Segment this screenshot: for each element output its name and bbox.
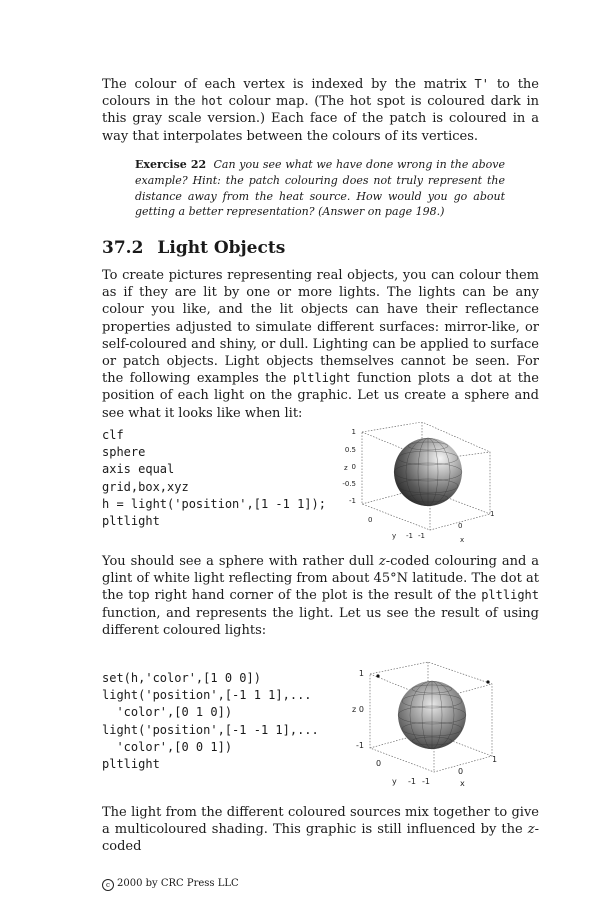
z-tick: 0	[358, 705, 364, 714]
z-tick: -1	[349, 497, 356, 505]
para3-text-b: -coded colouring and a glint of white light reflecting from about 45°N latitude. The dot at the top right hand corner of the plot is the result of the	[102, 554, 539, 604]
code-line: sphere	[102, 445, 146, 460]
para2-text-b: function plots a dot at the position of each light on the graphic. Let us create a sphere and see what it looks like when lit:	[102, 371, 539, 421]
code-line: set(h,'color',[1 0 0])	[102, 671, 261, 685]
intro-paragraph	[102, 76, 539, 145]
exercise-text: Can you see what we have done wrong in the above example? Hint: the patch colouring does not truly represent the distance away from the heat source. How would you go about getting a better representation? (Answer on page 198.)	[135, 158, 505, 219]
z-axis-label: z	[344, 464, 348, 472]
copyright-icon: c	[102, 879, 114, 891]
copyright-footer	[102, 878, 239, 891]
section-heading	[102, 238, 285, 258]
para4-text-b: -coded	[102, 822, 539, 855]
code-line: axis equal	[102, 462, 175, 477]
para4-italic-z: z	[527, 822, 535, 838]
para3-code-pltlight: pltlight	[481, 588, 539, 603]
para1-text-c: colour map. (The hot spot is coloured dark in this gray scale version.) Each face of the patch is coloured in a way that interpolates between the colours of its vertices.	[102, 94, 539, 144]
para1-code-hot: hot	[201, 94, 223, 109]
z-tick: 0	[351, 463, 356, 471]
exercise-box	[135, 157, 505, 220]
para3-italic-z: z	[378, 554, 386, 569]
y-tick: -1	[406, 532, 413, 540]
z-tick: -1	[356, 741, 364, 750]
z-tick: 1	[351, 428, 356, 436]
para2-text-a: To create pictures representing real objects, you can colour them as if they are lit by one or more lights. The lights can be any colour you like, and the lit objects can have their reflectance properties adjusted to simulate different surfaces: mirror-like, or self-coloured and shiny, or dull. Lighting can be applied to surface or patch objects. Light objects themselves cannot be seen. For the following examples the	[102, 268, 539, 387]
section-title: Light Objects	[157, 238, 286, 258]
x-tick: -1	[418, 532, 425, 540]
para2-code-pltlight: pltlight	[292, 371, 351, 386]
sphere-figure-1	[340, 422, 500, 544]
z-tick: 0.5	[344, 446, 356, 454]
sphere-figure-2	[348, 660, 503, 790]
y-axis-label: y	[392, 532, 397, 540]
y-tick: -1	[408, 777, 416, 786]
para4-text-a: The light from the different coloured sources mix together to give a multicoloured shading. This graphic is still influenced by the	[102, 805, 539, 838]
code-line: h = light('position',[1 -1 1]);	[102, 496, 326, 511]
para3-text-c: function, and represents the light. Let us see the result of using different coloured lights:	[102, 605, 539, 638]
code-line: 'color',[0 0 1])	[102, 739, 233, 754]
x-tick: 1	[492, 755, 498, 764]
para3-text-a: You should see a sphere with rather dull	[102, 554, 379, 569]
y-tick: 0	[368, 516, 373, 524]
code-line: grid,box,xyz	[102, 479, 189, 494]
code-line: 'color',[0 1 0])	[102, 705, 233, 720]
exercise-label: Exercise 22	[135, 158, 207, 171]
code-line: clf	[102, 428, 124, 442]
x-tick: 0	[458, 522, 463, 530]
x-axis-label: x	[460, 779, 465, 788]
copyright-text: 2000 by CRC Press LLC	[117, 878, 239, 889]
x-tick: -1	[422, 777, 430, 786]
code-block-sphere	[102, 427, 326, 530]
code-line: pltlight	[102, 757, 160, 772]
code-line: light('position',[-1 1 1],...	[102, 688, 312, 703]
z-tick: -0.5	[342, 480, 356, 488]
y-axis-label: y	[392, 777, 397, 786]
x-tick: 0	[458, 767, 464, 776]
para1-code-matrix: T'	[474, 77, 489, 91]
para1-text-b: to the colours in the	[102, 77, 539, 110]
code-block-colored-lights	[102, 670, 319, 773]
z-tick: 1	[358, 669, 364, 678]
section-number: 37.2	[102, 238, 144, 258]
result-paragraph	[102, 553, 539, 639]
light-dot	[376, 674, 379, 677]
code-line: light('position',[-1 -1 1],...	[102, 722, 319, 737]
mixing-paragraph	[102, 804, 539, 856]
x-tick: 1	[490, 510, 495, 518]
x-axis-label: x	[460, 536, 465, 544]
light-dot	[486, 680, 489, 683]
code-line: pltlight	[102, 514, 160, 529]
lighting-paragraph	[102, 267, 539, 422]
y-tick: 0	[376, 759, 382, 768]
para1-text-a: The colour of each vertex is indexed by the matrix	[102, 77, 475, 92]
z-axis-label: z	[352, 705, 357, 714]
